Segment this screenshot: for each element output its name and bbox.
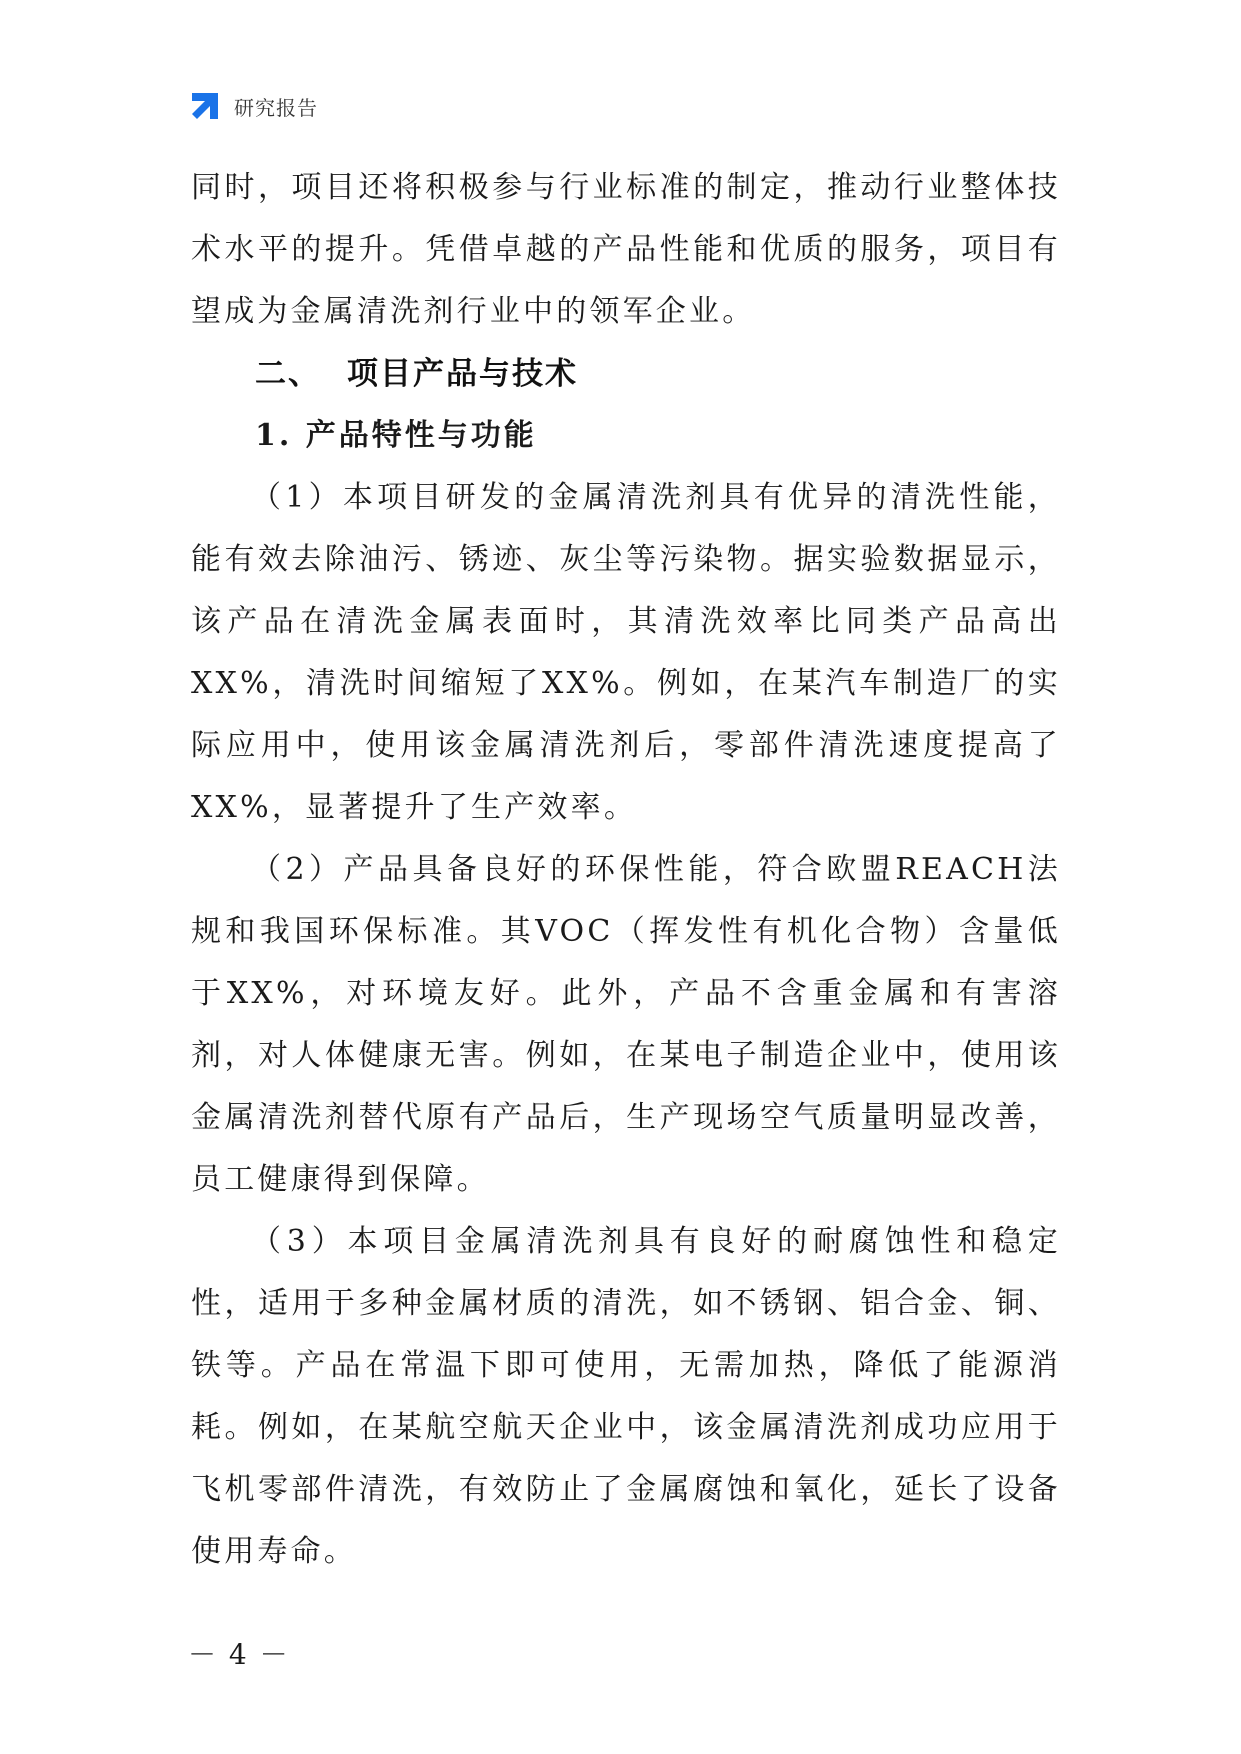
paragraph-intro: 同时，项目还将积极参与行业标准的制定，推动行业整体技术水平的提升。凭借卓越的产品性能和优质的服务，项目有望成为金属清洗剂行业中的领军企业。	[191, 170, 1061, 329]
subsection-heading: 1. 产品特性与功能	[255, 418, 537, 453]
document-body	[191, 157, 1061, 1583]
section-title: 项目产品与技术	[347, 356, 578, 392]
section-heading	[191, 343, 1061, 405]
paragraph-3: （3）本项目金属清洗剂具有良好的耐腐蚀性和稳定性，适用于多种金属材质的清洗，如不锈钢、铝合金、铜、铁等。产品在常温下即可使用，无需加热，降低了能源消耗。例如，在某航空航天企业中，该金属清洗剂成功应用于飞机零部件清洗，有效防止了金属腐蚀和氧化，延长了设备使用寿命。	[191, 1224, 1061, 1569]
page-header	[188, 88, 318, 124]
paragraph-2: （2）产品具备良好的环保性能，符合欧盟REACH法规和我国环保标准。其VOC（挥发性有机化合物）含量低于XX%，对环境友好。此外，产品不含重金属和有害溶剂，对人体健康无害。例如，在某电子制造企业中，使用该金属清洗剂替代原有产品后，生产现场空气质量明显改善，员工健康得到保障。	[191, 852, 1061, 1197]
page-number: － 4 －	[188, 1638, 290, 1671]
section-number: 二、	[255, 356, 321, 392]
arrow-up-right-icon	[188, 89, 222, 123]
paragraph-1: （1）本项目研发的金属清洗剂具有优异的清洗性能，能有效去除油污、锈迹、灰尘等污染物。据实验数据显示，该产品在清洗金属表面时，其清洗效率比同类产品高出XX%，清洗时间缩短了XX%。例如，在某汽车制造厂的实际应用中，使用该金属清洗剂后，零部件清洗速度提高了XX%，显著提升了生产效率。	[191, 480, 1061, 825]
header-label: 研究报告	[234, 95, 318, 120]
